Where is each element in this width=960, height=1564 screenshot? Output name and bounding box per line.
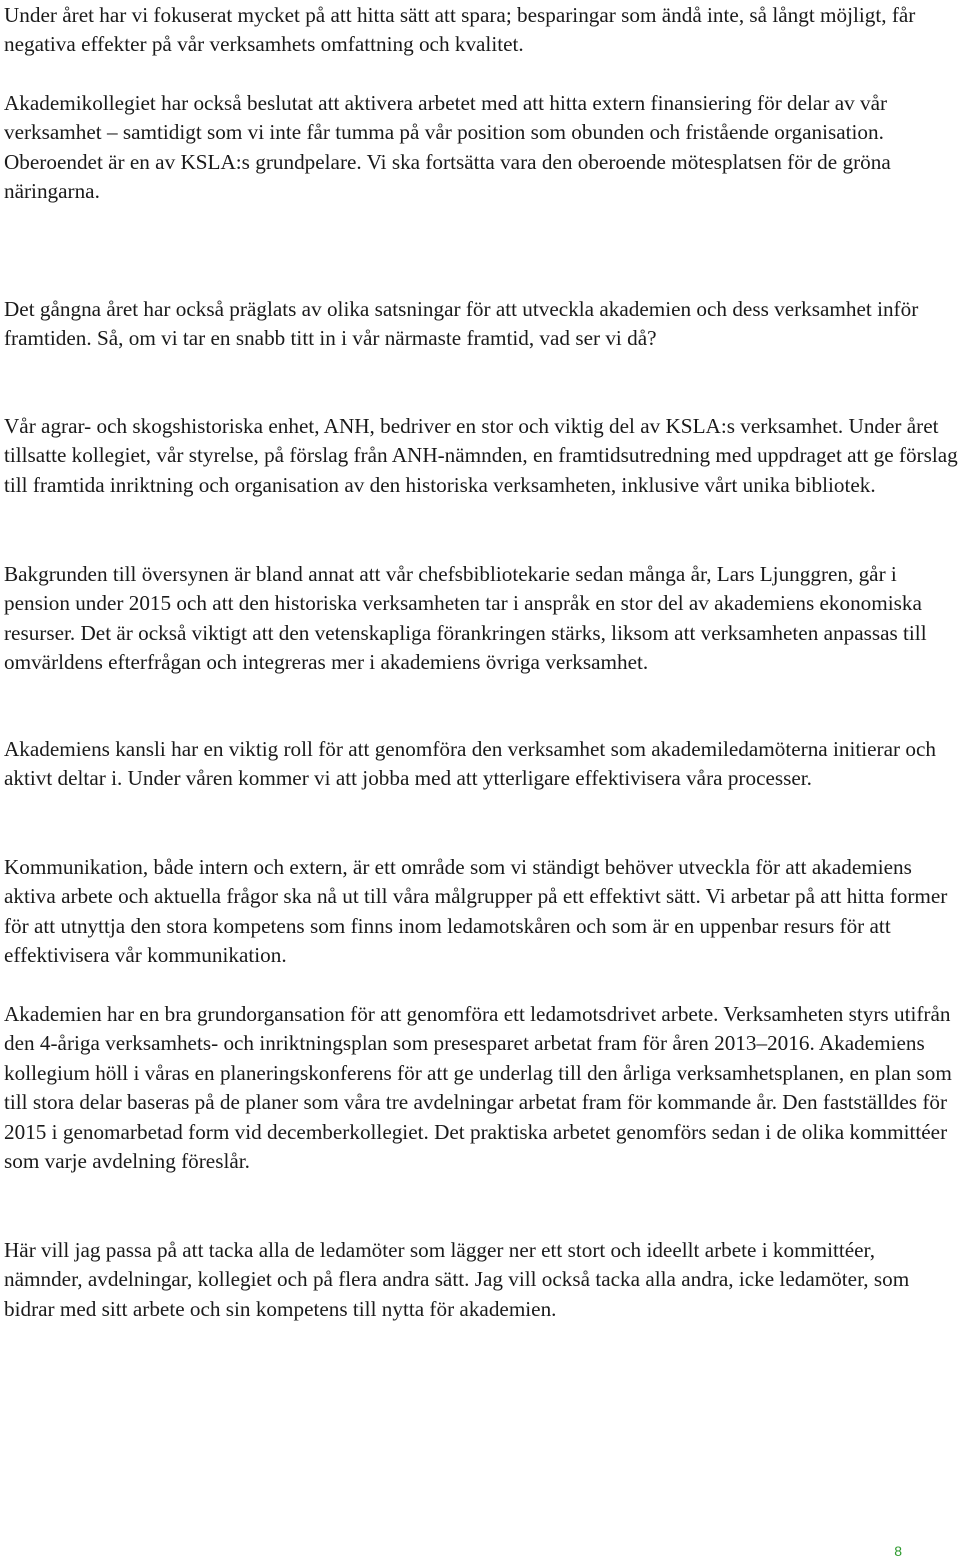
- paragraph-future-development: Det gångna året har också präglats av olika satsningar för att utveckla akademien och dess verksamhet inför framtiden. Så, om vi tar en snabb titt in i vår närmaste framtid, vad ser vi då?: [4, 297, 919, 351]
- paragraph-review-background: Bakgrunden till översynen är bland annat att vår chefsbibliotekarie sedan många år, Lars Ljunggren, går i pension under 2015 och att den historiska verksamheten tar i anspråk en stor del av akademiens ekonomiska resurser. Det är också viktigt att den vetenskapliga förankringen stärks, liksom att verksamheten anpassas till omvärldens efterfrågan och integreras mer i akademiens övriga verksamhet.: [4, 562, 927, 675]
- paragraph-communication: Kommunikation, både intern och extern, är ett område som vi ständigt behöver utveckla för att akademiens aktiva arbete och aktuella frågor ska nå ut till våra målgrupper på ett effektivt sätt. Vi arbetar på att hitta former för att utnyttja den stora kompetens som finns inom ledamotskåren och som är en uppenbar resurs för att effektivisera vår kommunikation.: [4, 855, 948, 968]
- paragraph-office-role: Akademiens kansli har en viktig roll för att genomföra den verksamhet som akademiledamöterna initierar och aktivt deltar i. Under våren kommer vi att jobba med att ytterligare effektivisera våra processer.: [4, 737, 936, 791]
- page-number: 8: [894, 1543, 902, 1559]
- paragraph-organisation: Akademien har en bra grundorgansation för att genomföra ett ledamotsdrivet arbete. Verksamheten styrs utifrån den 4-åriga verksamhets- och inriktningsplan som presesparet arbetat fram för åren 2013–2016. Akademiens kollegium höll i våras en planeringskonferens för att ge underlag till den årliga verksamhetsplanen, en plan som till stora delar baseras på de planer som våra tre avdelningar arbetat fram för kommande år. Den fastställdes för 2015 i genomarbetad form vid decemberkollegiet. Det praktiska arbetet genomförs sedan i de olika kommittéer som varje avdelning föreslår.: [4, 1002, 952, 1174]
- paragraph-savings: Under året har vi fokuserat mycket på att hitta sätt att spara; besparingar som ändå inte, så långt möjligt, får negativa effekter på vår verksamhets omfattning och kvalitet.: [4, 3, 916, 57]
- paragraph-external-funding: Akademikollegiet har också beslutat att aktivera arbetet med att hitta extern finansiering för delar av vår verksamhet – samtidigt som vi inte får tumma på vår position som obunden och fristående organisation. Oberoendet är en av KSLA:s grundpelare. Vi ska fortsätta vara den oberoende mötesplatsen för de gröna näringarna.: [4, 91, 891, 204]
- paragraph-thanks: Här vill jag passa på att tacka alla de ledamöter som lägger ner ett stort och ideellt arbete i kommittéer, nämnder, avdelningar, kollegiet och på flera andra sätt. Jag vill också tacka alla andra, icke ledamöter, som bidrar med sitt arbete och sin kompetens till nytta för akademien.: [4, 1238, 910, 1321]
- paragraph-anh-unit: Vår agrar- och skogshistoriska enhet, ANH, bedriver en stor och viktig del av KSLA:s verksamhet. Under året tillsatte kollegiet, vår styrelse, på förslag från ANH-nämnden, en framtidsutredning med uppdraget att ge förslag till framtida inriktning och organisation av den historiska verksamheten, inklusive vårt unika bibliotek.: [4, 414, 958, 497]
